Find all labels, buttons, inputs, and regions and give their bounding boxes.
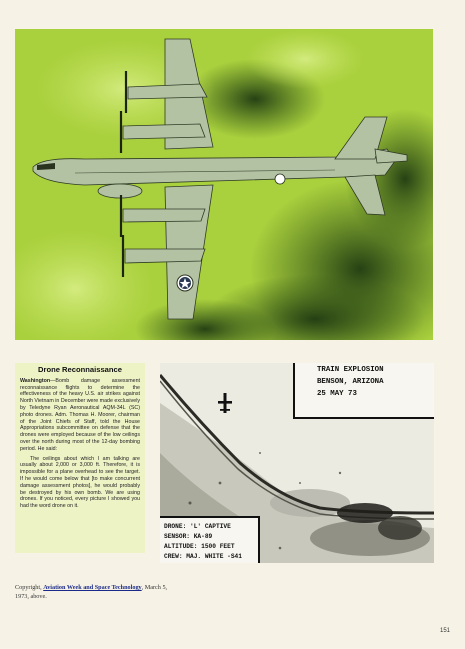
article-dateline: Washington (20, 377, 51, 384)
copyright-prefix: Copyright, (15, 584, 42, 591)
drone-info-caption (160, 516, 260, 563)
train-explosion-caption (293, 363, 434, 419)
altitude-line: ALTITUDE: 1500 FEET (164, 543, 235, 550)
caption-title: TRAIN EXPLOSION (317, 366, 384, 374)
article-title: Drone Reconnaissance (38, 365, 122, 374)
article-paragraph (20, 378, 140, 453)
copyright-note (15, 584, 175, 601)
aircraft-photo (15, 29, 433, 340)
crew-line: CREW: MAJ. WHITE -S41 (164, 553, 242, 560)
caption-location: BENSON, ARIZONA (317, 377, 384, 386)
drone-line: DRONE: 'L' CAPTIVE (164, 523, 231, 530)
copyright-suffix: , March 5, 1973, above. (15, 584, 168, 600)
page-number: 151 (440, 628, 451, 634)
train-explosion-photo (160, 363, 434, 563)
publication-name: Aviation Week and Space Technology (43, 584, 142, 591)
article-paragraph-text: —Bomb damage assessment reconnaissance flights to determine the effectiveness of the heavy U.S. air strikes against North Vietnam in December were made exclusively by Teledyne Ryan Aeronautical AQM-34L (SC) photo drones. Adm. Thomas H. Moorer, chairman of the Joint Chiefs of Staff, told the House Appropriations subcommittee on defense that the drones were employed because of the low ceilings over the north during most of the 12-day bombing period. He said: (20, 377, 141, 452)
sensor-line: SENSOR: KA-89 (164, 533, 213, 540)
article-quote: The ceilings about which I am talking are usually about 2,000 or 3,000 ft. Therefore, it is impossible for a plane overhead to see the target. If he would come below that [to make concurrent damage assessment photos], he would probably be destroyed by his own bomb. We are using drones. If you noticed, every picture I showed you had the word drone on it. (20, 455, 140, 510)
drone-reconnaissance-article (15, 363, 145, 553)
caption-date: 25 MAY 73 (317, 389, 357, 398)
